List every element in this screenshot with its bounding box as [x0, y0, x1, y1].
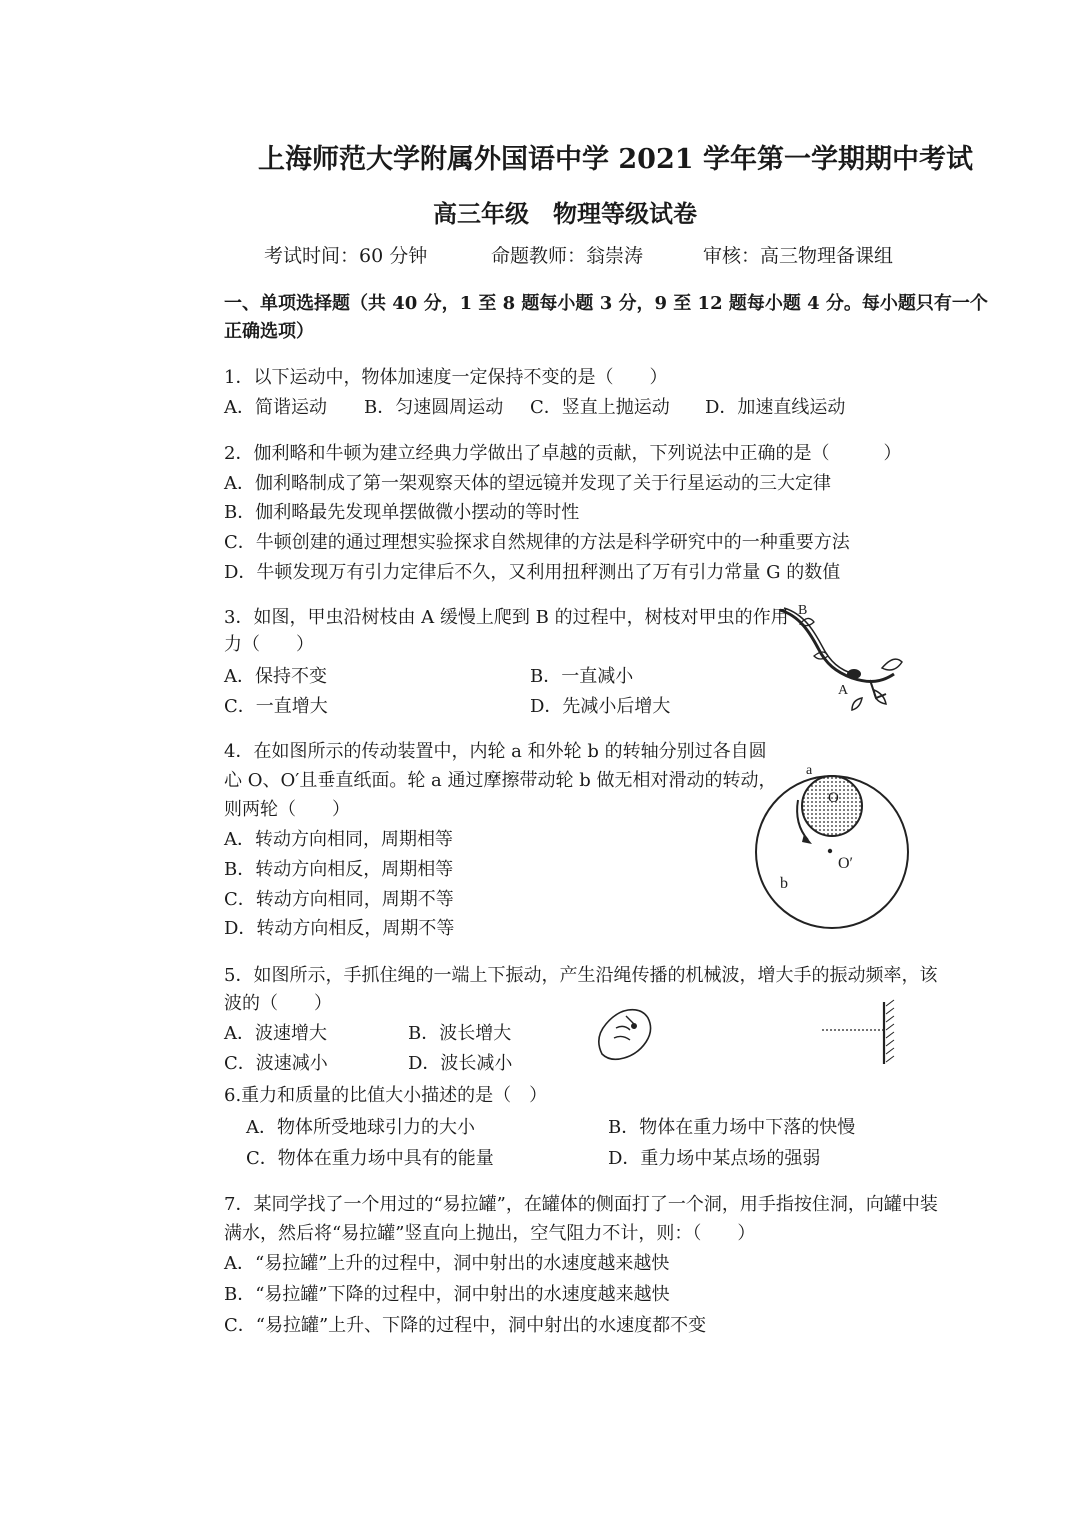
- q7-stem-line1: 7．某同学找了一个用过的“易拉罐”，在罐体的侧面打了一个洞，用手指按住洞，向罐中装: [224, 1194, 938, 1215]
- q3-option-d: D．先减小后增大: [530, 696, 671, 717]
- q4-stem-line1: 4．在如图所示的传动装置中，内轮 a 和外轮 b 的转轴分别过各自圆: [224, 741, 767, 762]
- q1-option-a: A．简谐运动: [224, 397, 327, 418]
- q7-option-c: C．“易拉罐”上升、下降的过程中，洞中射出的水速度都不变: [224, 1315, 707, 1336]
- q7-stem-line2: 满水，然后将“易拉罐”竖直向上抛出，空气阻力不计，则：（ ）: [224, 1223, 756, 1244]
- q6-option-a: A．物体所受地球引力的大小: [246, 1117, 475, 1138]
- q4-stem-line2: 心 O、O′且垂直纸面。轮 a 通过摩擦带动轮 b 做无相对滑动的转动，: [224, 770, 777, 791]
- q4-option-b: B．转动方向相反，周期相等: [224, 859, 454, 880]
- q3-option-b: B．一直减小: [530, 666, 634, 687]
- q1-stem: 1．以下运动中，物体加速度一定保持不变的是（ ）: [224, 367, 668, 388]
- q6-option-c: C．物体在重力场中具有的能量: [246, 1148, 494, 1169]
- q4-label-o: O: [828, 790, 839, 806]
- q4-stem-line3: 则两轮（ ）: [224, 799, 350, 820]
- q4-label-a: a: [806, 763, 813, 778]
- q4-label-o-prime: O′: [838, 855, 854, 872]
- q6-stem: 6.重力和质量的比值大小描述的是（ ）: [224, 1085, 548, 1106]
- q4-option-d: D．转动方向相反，周期不等: [224, 918, 455, 939]
- q6-option-b: B．物体在重力场中下落的快慢: [608, 1117, 856, 1138]
- exam-time: 考试时间：60 分钟: [264, 245, 428, 267]
- section-heading-line2: 正确选项）: [224, 321, 314, 342]
- q3-stem-line1: 3．如图，甲虫沿树枝由 A 缓慢上爬到 B 的过程中，树枝对甲虫的作用: [224, 607, 789, 628]
- q2-option-b: B．伽利略最先发现单摆做微小摆动的等时性: [224, 502, 580, 523]
- wheels-figure: [750, 760, 920, 930]
- q5-stem-line1: 5．如图所示，手抓住绳的一端上下振动，产生沿绳传播的机械波，增大手的振动频率，该: [224, 965, 938, 986]
- q3-label-b: B: [798, 603, 808, 618]
- q6-option-d: D．重力场中某点场的强弱: [608, 1148, 821, 1169]
- exam-subtitle: 高三年级 物理等级试卷: [433, 199, 697, 228]
- q5-option-c: C．波速减小: [224, 1053, 328, 1074]
- q2-option-c: C．牛顿创建的通过理想实验探求自然规律的方法是科学研究中的一种重要方法: [224, 532, 850, 553]
- q2-option-d: D．牛顿发现万有引力定律后不久，又利用扭秤测出了万有引力常量 G 的数值: [224, 562, 841, 583]
- q4-option-c: C．转动方向相同，周期不等: [224, 889, 454, 910]
- hand-rope-wall-figure: [590, 998, 920, 1070]
- q2-stem: 2．伽利略和牛顿为建立经典力学做出了卓越的贡献，下列说法中正确的是（ ）: [224, 443, 902, 464]
- exam-reviewer: 审核：高三物理备课组: [703, 245, 894, 267]
- q3-option-c: C．一直增大: [224, 696, 328, 717]
- q7-option-a: A．“易拉罐”上升的过程中，洞中射出的水速度越来越快: [224, 1253, 670, 1274]
- q1-option-b: B．匀速圆周运动: [364, 397, 504, 418]
- q2-option-a: A．伽利略制成了第一架观察天体的望远镜并发现了关于行星运动的三大定律: [224, 473, 831, 494]
- q4-option-a: A．转动方向相同，周期相等: [224, 829, 453, 850]
- exam-title: 上海师范大学附属外国语中学 2021 学年第一学期期中考试: [258, 144, 973, 175]
- q1-option-c: C．竖直上抛运动: [530, 397, 670, 418]
- q5-option-b: B．波长增大: [408, 1023, 512, 1044]
- section-heading-line1: 一、单项选择题（共 40 分，1 至 8 题每小题 3 分，9 至 12 题每小题 4 分。每小题只有一个: [224, 293, 988, 314]
- q5-option-a: A．波速增大: [224, 1023, 327, 1044]
- q1-option-d: D．加速直线运动: [705, 397, 846, 418]
- q5-stem-line2: 波的（ ）: [224, 993, 332, 1014]
- q7-option-b: B．“易拉罐”下降的过程中，洞中射出的水速度越来越快: [224, 1284, 670, 1305]
- beetle-branch-figure: [770, 598, 910, 718]
- q5-option-d: D．波长减小: [408, 1053, 513, 1074]
- exam-teacher: 命题教师：翁崇涛: [491, 245, 644, 267]
- q3-option-a: A．保持不变: [224, 666, 327, 687]
- q3-stem-line2: 力（ ）: [224, 634, 314, 655]
- q3-label-a: A: [838, 683, 849, 698]
- q4-label-b: b: [780, 875, 788, 892]
